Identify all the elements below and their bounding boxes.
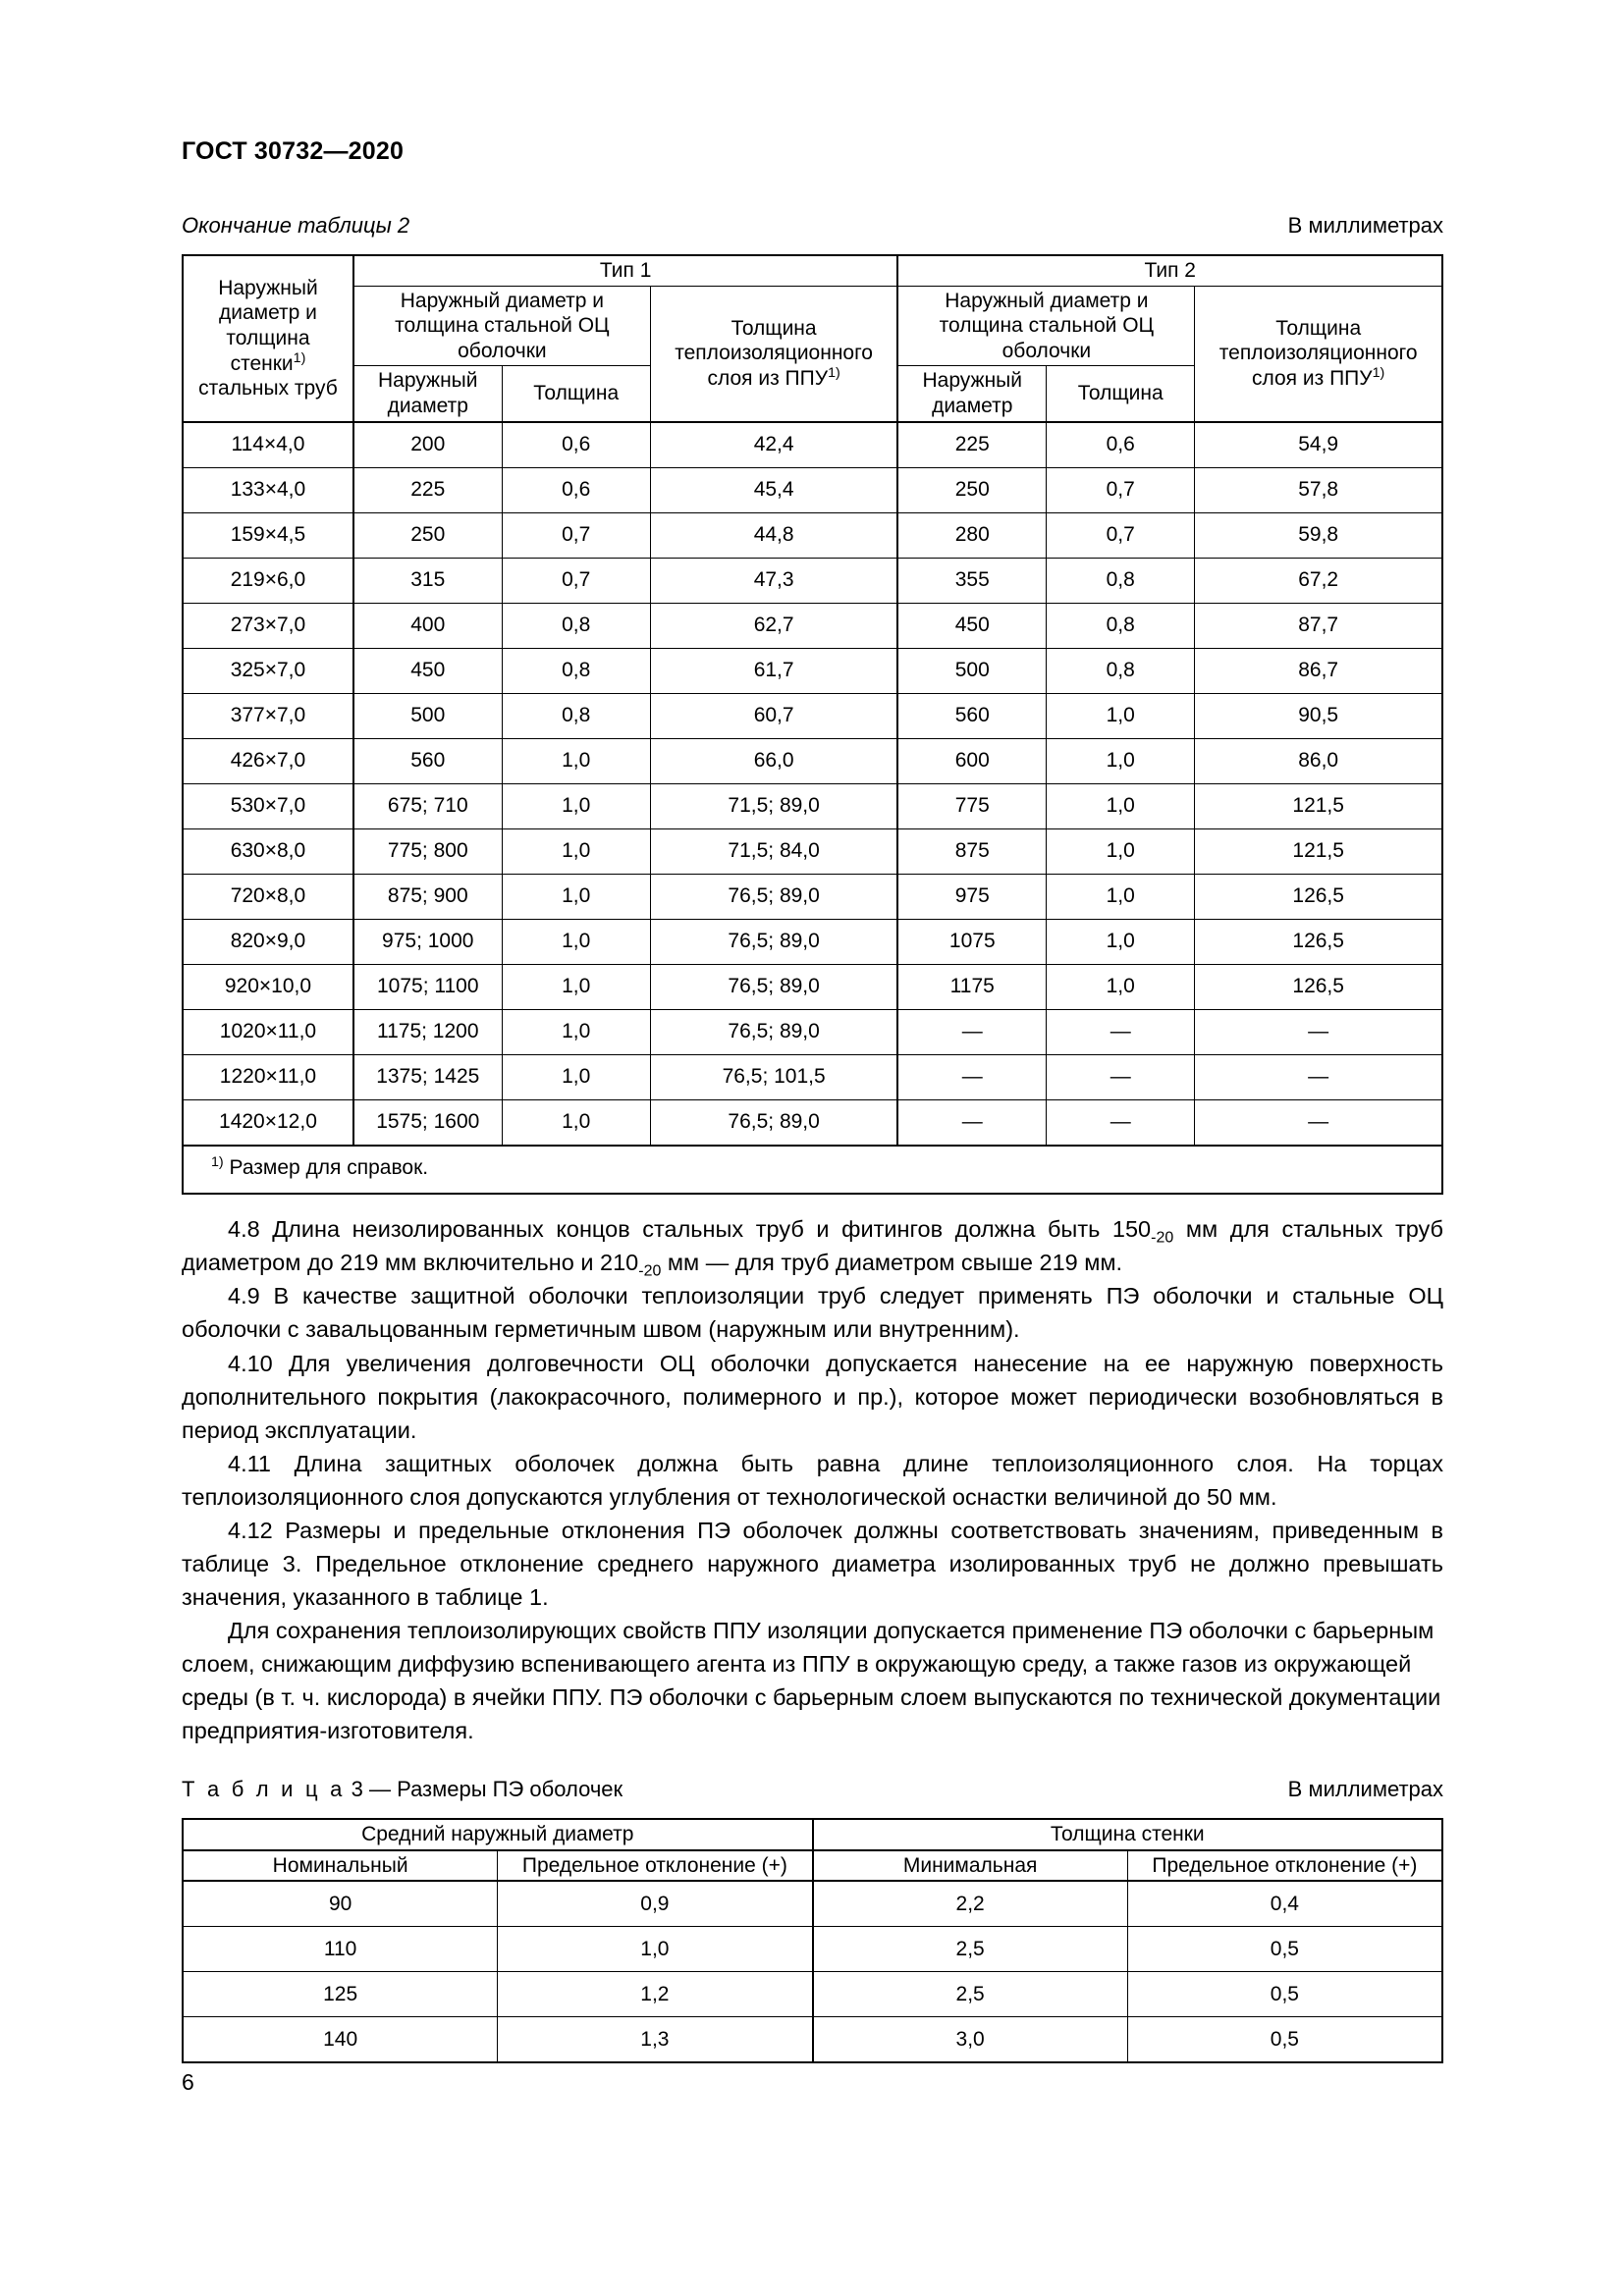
table2-cell-outer-d-t2: —	[897, 1099, 1046, 1146]
table2-cell-outer-d-t1: 775; 800	[353, 828, 502, 874]
table2-cell-thk-t2: 1,0	[1047, 828, 1195, 874]
paragraph-barrier-layer: Для сохранения теплоизолирующих свойств ППУ изоляции допускается применение ПЭ оболочки с барьерным слоем, снижающим диффузию вспенивающего агента из ППУ в окружающую среду, а также газов из окружающей среды (в т. ч. кислорода) в ячейки ППУ. ПЭ оболочки с барьерным слоем выпускаются по технической документации предприятия-изготовителя.	[182, 1618, 1441, 1744]
table2-cell-outer-d-t1: 875; 900	[353, 874, 502, 919]
table2-cell-ppu-t2: 126,5	[1195, 964, 1442, 1009]
table-row	[183, 558, 1442, 603]
table-row	[183, 828, 1442, 874]
paragraph-4-10: 4.10 Для увеличения долговечности ОЦ оболочки допускается нанесение на ее наружную поверхность дополнительного покрытия (лакокрасочного, полимерного и пр.), которое может периодически возобновляться в период эксплуатации.	[182, 1350, 1443, 1443]
table2-cell-thk-t2: 1,0	[1047, 693, 1195, 738]
footnote-marker: 1)	[293, 349, 306, 366]
table2-cell-outer-d-t2: —	[897, 1054, 1046, 1099]
table2-cell-thk-t1: 1,0	[502, 919, 650, 964]
table2-cell-thk-t1: 1,0	[502, 1099, 650, 1146]
table2-cell-ppu-t2: 126,5	[1195, 874, 1442, 919]
table2-th-ppu-t1	[650, 286, 897, 422]
table2-cell-ppu-t2: 121,5	[1195, 828, 1442, 874]
table2-cell-thk-t2: 0,8	[1047, 648, 1195, 693]
table2-cell-pipe: 426×7,0	[183, 738, 353, 783]
table-2	[182, 254, 1443, 1195]
table3-header-row-1	[183, 1819, 1442, 1850]
table2-cell-ppu-t1: 45,4	[650, 467, 897, 512]
table2-cell-ppu-t1: 71,5; 89,0	[650, 783, 897, 828]
table-row	[183, 467, 1442, 512]
table2-th-ppu-t2-text: Толщина теплоизоляционного слоя из ППУ	[1218, 316, 1418, 390]
table3-cell-nominal: 110	[183, 1927, 498, 1972]
table2-cell-ppu-t1: 76,5; 89,0	[650, 919, 897, 964]
table2-cell-thk-t1: 1,0	[502, 783, 650, 828]
table2-header-row-1	[183, 255, 1442, 286]
table3-cell-deviation-d: 1,2	[498, 1972, 813, 2017]
table2-cell-ppu-t1: 76,5; 89,0	[650, 874, 897, 919]
table2-cell-pipe: 1420×12,0	[183, 1099, 353, 1146]
table2-cell-outer-d-t1: 500	[353, 693, 502, 738]
table-row	[183, 919, 1442, 964]
table-row	[183, 512, 1442, 558]
table2-cell-outer-d-t2: 280	[897, 512, 1046, 558]
table2-cell-thk-t2: 1,0	[1047, 964, 1195, 1009]
table2-cell-thk-t2: 1,0	[1047, 783, 1195, 828]
table3-header-row-2	[183, 1850, 1442, 1882]
p48-c: мм — для труб диаметром свыше 219 мм.	[661, 1250, 1123, 1276]
table2-cell-thk-t1: 1,0	[502, 1054, 650, 1099]
table2-cell-ppu-t1: 76,5; 89,0	[650, 1009, 897, 1054]
table2-cell-ppu-t2: 54,9	[1195, 422, 1442, 468]
table2-cell-outer-d-t1: 1575; 1600	[353, 1099, 502, 1146]
table3-th-nominal: Номинальный	[183, 1850, 498, 1882]
table2-caption-row	[182, 213, 1443, 239]
table2-cell-ppu-t2: 57,8	[1195, 467, 1442, 512]
table2-caption: Окончание таблицы 2	[182, 213, 410, 238]
table-row	[183, 1099, 1442, 1146]
table-row	[183, 964, 1442, 1009]
page-content	[182, 137, 1443, 2063]
table2-cell-outer-d-t1: 1175; 1200	[353, 1009, 502, 1054]
body-text-block	[182, 1212, 1443, 1747]
table2-cell-ppu-t1: 76,5; 89,0	[650, 964, 897, 1009]
table2-cell-thk-t2: —	[1047, 1099, 1195, 1146]
table-row	[183, 1972, 1442, 2017]
table2-cell-outer-d-t2: 775	[897, 783, 1046, 828]
table2-cell-pipe: 530×7,0	[183, 783, 353, 828]
table2-footnote	[183, 1146, 1442, 1195]
table-3	[182, 1818, 1443, 2063]
table2-cell-outer-d-t2: 355	[897, 558, 1046, 603]
table2-cell-outer-d-t2: 1075	[897, 919, 1046, 964]
table2-cell-outer-d-t1: 975; 1000	[353, 919, 502, 964]
table2-foot	[183, 1146, 1442, 1195]
table2-cell-thk-t1: 1,0	[502, 828, 650, 874]
table2-cell-outer-d-t2: —	[897, 1009, 1046, 1054]
table3-body	[183, 1881, 1442, 2062]
table3-cell-deviation-d: 0,9	[498, 1881, 813, 1927]
running-head: ГОСТ 30732—2020	[182, 137, 405, 165]
table2-th-pipe	[183, 255, 353, 422]
table2-cell-pipe: 720×8,0	[183, 874, 353, 919]
table2-cell-outer-d-t2: 450	[897, 603, 1046, 648]
table3-caption-title: — Размеры ПЭ оболочек	[369, 1777, 623, 1802]
table2-cell-ppu-t2: 126,5	[1195, 919, 1442, 964]
page-number: 6	[182, 2069, 194, 2095]
table2-cell-outer-d-t2: 560	[897, 693, 1046, 738]
table-row	[183, 738, 1442, 783]
table2-cell-thk-t1: 0,7	[502, 512, 650, 558]
table2-cell-outer-d-t1: 1375; 1425	[353, 1054, 502, 1099]
table2-cell-outer-d-t1: 400	[353, 603, 502, 648]
table2-cell-ppu-t1: 71,5; 84,0	[650, 828, 897, 874]
table2-cell-ppu-t1: 66,0	[650, 738, 897, 783]
table3-cell-minimum: 3,0	[813, 2017, 1128, 2063]
table3-cell-deviation-d: 1,0	[498, 1927, 813, 1972]
table2-cell-thk-t1: 1,0	[502, 1009, 650, 1054]
table2-cell-outer-d-t2: 1175	[897, 964, 1046, 1009]
table2-cell-pipe: 1220×11,0	[183, 1054, 353, 1099]
table2-cell-ppu-t1: 62,7	[650, 603, 897, 648]
table-row	[183, 783, 1442, 828]
table2-cell-thk-t2: —	[1047, 1009, 1195, 1054]
table2-header-row-2	[183, 286, 1442, 366]
table2-cell-pipe: 273×7,0	[183, 603, 353, 648]
table3-cell-nominal: 90	[183, 1881, 498, 1927]
table2-cell-thk-t2: 0,7	[1047, 467, 1195, 512]
table2-cell-outer-d-t1: 450	[353, 648, 502, 693]
table2-cell-ppu-t2: —	[1195, 1009, 1442, 1054]
table2-th-outer-d-t1: Наружный диаметр	[353, 366, 502, 422]
table2-cell-pipe: 325×7,0	[183, 648, 353, 693]
table2-cell-ppu-t1: 76,5; 89,0	[650, 1099, 897, 1146]
table2-th-ppu-t1-text: Толщина теплоизоляционного слоя из ППУ	[675, 316, 873, 390]
p48-sub-b: -20	[638, 1263, 662, 1281]
table2-cell-thk-t2: 1,0	[1047, 874, 1195, 919]
table-row	[183, 693, 1442, 738]
table2-cell-thk-t1: 1,0	[502, 738, 650, 783]
table2-th-ppu-t2	[1195, 286, 1442, 422]
footnote-marker: 1)	[1372, 364, 1385, 381]
table2-cell-thk-t2: 1,0	[1047, 919, 1195, 964]
table2-cell-thk-t1: 0,8	[502, 648, 650, 693]
table2-cell-thk-t1: 1,0	[502, 874, 650, 919]
p48-sub-a: -20	[1151, 1229, 1174, 1247]
table2-cell-thk-t2: 0,6	[1047, 422, 1195, 468]
table2-head	[183, 255, 1442, 422]
table-row	[183, 422, 1442, 468]
table3-caption-word: Т а б л и ц а	[182, 1777, 346, 1802]
table-row	[183, 2017, 1442, 2063]
table2-cell-pipe: 630×8,0	[183, 828, 353, 874]
table2-th-outer-d-t2: Наружный диаметр	[897, 366, 1046, 422]
table2-cell-ppu-t2: 86,7	[1195, 648, 1442, 693]
table2-cell-thk-t1: 1,0	[502, 964, 650, 1009]
table2-cell-thk-t2: 0,8	[1047, 558, 1195, 603]
paragraph-4-11: 4.11 Длина защитных оболочек должна быть равна длине теплоизоляционного слоя. На торцах теплоизоляционного слоя допускаются углубления от технологической оснастки величиной до 50 мм.	[182, 1450, 1443, 1510]
table2-cell-outer-d-t1: 1075; 1100	[353, 964, 502, 1009]
table2-cell-pipe: 159×4,5	[183, 512, 353, 558]
table2-cell-outer-d-t2: 875	[897, 828, 1046, 874]
table2-cell-outer-d-t2: 225	[897, 422, 1046, 468]
table2-cell-ppu-t1: 47,3	[650, 558, 897, 603]
table2-cell-ppu-t2: 90,5	[1195, 693, 1442, 738]
paragraph-4-12: 4.12 Размеры и предельные отклонения ПЭ оболочек должны соответствовать значениям, приведенным в таблице 3. Предельное отклонение среднего наружного диаметра изолированных труб не должно превышать значения, указанного в таблице 1.	[182, 1517, 1443, 1610]
footnote-marker: 1)	[828, 364, 840, 381]
table-row	[183, 1009, 1442, 1054]
table3-caption-row	[182, 1777, 1443, 1802]
table-row	[183, 874, 1442, 919]
table2-cell-ppu-t2: 59,8	[1195, 512, 1442, 558]
table2-cell-ppu-t2: 87,7	[1195, 603, 1442, 648]
table3-cell-minimum: 2,5	[813, 1972, 1128, 2017]
table2-th-thk-t1: Толщина	[502, 366, 650, 422]
table2-cell-ppu-t2: 67,2	[1195, 558, 1442, 603]
table-row	[183, 603, 1442, 648]
table3-cell-deviation-t: 0,5	[1127, 1927, 1442, 1972]
table2-cell-pipe: 1020×11,0	[183, 1009, 353, 1054]
table3-cell-nominal: 125	[183, 1972, 498, 2017]
table2-cell-thk-t1: 0,8	[502, 603, 650, 648]
table2-footnote-row	[183, 1146, 1442, 1195]
table-row	[183, 1054, 1442, 1099]
table3-th-wall-thickness: Толщина стенки	[813, 1819, 1443, 1850]
table2-cell-outer-d-t2: 600	[897, 738, 1046, 783]
table3-caption-number: 3	[351, 1777, 363, 1802]
table2-th-pipe-line1: Наружный диаметр и толщина стенки	[218, 276, 318, 375]
table2-cell-outer-d-t1: 250	[353, 512, 502, 558]
table3-th-deviation-d: Предельное отклонение (+)	[498, 1850, 813, 1882]
p48-b: мм для стальных труб диаметром до 219 мм включительно и 210	[182, 1216, 1443, 1276]
table2-cell-thk-t1: 0,7	[502, 558, 650, 603]
table2-footnote-text: Размер для справок.	[223, 1155, 429, 1179]
table2-th-type2: Тип 2	[897, 255, 1442, 286]
table2-cell-ppu-t2: 86,0	[1195, 738, 1442, 783]
table3-cell-deviation-t: 0,4	[1127, 1881, 1442, 1927]
table2-cell-ppu-t1: 76,5; 101,5	[650, 1054, 897, 1099]
table2-th-thk-t2: Толщина	[1047, 366, 1195, 422]
table2-cell-outer-d-t1: 560	[353, 738, 502, 783]
table2-cell-thk-t1: 0,6	[502, 422, 650, 468]
table3-caption	[182, 1777, 623, 1802]
table2-cell-ppu-t1: 60,7	[650, 693, 897, 738]
table3-head	[183, 1819, 1442, 1881]
p48-a: 4.8 Длина неизолированных концов стальных труб и фитингов должна быть 150	[228, 1216, 1152, 1243]
table3-th-mean-outer-diameter: Средний наружный диаметр	[183, 1819, 813, 1850]
table3-cell-deviation-t: 0,5	[1127, 1972, 1442, 2017]
paragraph-4-9: 4.9 В качестве защитной оболочки теплоизоляции труб следует применять ПЭ оболочки и стальные ОЦ оболочки с завальцованным герметичным швом (наружным или внутренним).	[182, 1283, 1443, 1343]
table-row	[183, 1927, 1442, 1972]
table2-cell-thk-t1: 0,6	[502, 467, 650, 512]
table2-cell-thk-t1: 0,8	[502, 693, 650, 738]
table-row	[183, 1881, 1442, 1927]
table3-cell-minimum: 2,5	[813, 1927, 1128, 1972]
table2-cell-ppu-t2: —	[1195, 1054, 1442, 1099]
table2-cell-ppu-t2: —	[1195, 1099, 1442, 1146]
table3-cell-deviation-d: 1,3	[498, 2017, 813, 2063]
footnote-marker: 1)	[211, 1153, 224, 1170]
table2-th-pipe-line2: стальных труб	[198, 377, 338, 400]
table2-units-note: В миллиметрах	[1287, 213, 1443, 238]
table2-cell-outer-d-t1: 200	[353, 422, 502, 468]
table2-cell-ppu-t1: 44,8	[650, 512, 897, 558]
table2-th-oc-shell-t2: Наружный диаметр и толщина стальной ОЦ оболочки	[897, 286, 1194, 366]
table2-cell-outer-d-t2: 500	[897, 648, 1046, 693]
table2-cell-thk-t2: 0,8	[1047, 603, 1195, 648]
table2-cell-ppu-t1: 61,7	[650, 648, 897, 693]
table2-cell-outer-d-t2: 250	[897, 467, 1046, 512]
table2-th-type1: Тип 1	[353, 255, 898, 286]
table2-cell-pipe: 114×4,0	[183, 422, 353, 468]
table2-cell-outer-d-t1: 315	[353, 558, 502, 603]
table2-cell-pipe: 920×10,0	[183, 964, 353, 1009]
table3-cell-minimum: 2,2	[813, 1881, 1128, 1927]
table3-th-minimum: Минимальная	[813, 1850, 1128, 1882]
table2-cell-outer-d-t1: 675; 710	[353, 783, 502, 828]
table2-cell-pipe: 219×6,0	[183, 558, 353, 603]
table2-cell-pipe: 820×9,0	[183, 919, 353, 964]
table3-th-deviation-t: Предельное отклонение (+)	[1127, 1850, 1442, 1882]
table2-cell-outer-d-t2: 975	[897, 874, 1046, 919]
table2-body	[183, 422, 1442, 1146]
table2-cell-thk-t2: 0,7	[1047, 512, 1195, 558]
table2-th-oc-shell-t1: Наружный диаметр и толщина стальной ОЦ оболочки	[353, 286, 650, 366]
table2-cell-ppu-t1: 42,4	[650, 422, 897, 468]
table2-cell-outer-d-t1: 225	[353, 467, 502, 512]
table2-cell-pipe: 377×7,0	[183, 693, 353, 738]
table2-cell-pipe: 133×4,0	[183, 467, 353, 512]
table3-cell-nominal: 140	[183, 2017, 498, 2063]
paragraph-4-8	[182, 1212, 1443, 1279]
table-row	[183, 648, 1442, 693]
table2-cell-ppu-t2: 121,5	[1195, 783, 1442, 828]
table3-cell-deviation-t: 0,5	[1127, 2017, 1442, 2063]
table2-cell-thk-t2: —	[1047, 1054, 1195, 1099]
table3-units-note: В миллиметрах	[1287, 1777, 1443, 1802]
table2-cell-thk-t2: 1,0	[1047, 738, 1195, 783]
